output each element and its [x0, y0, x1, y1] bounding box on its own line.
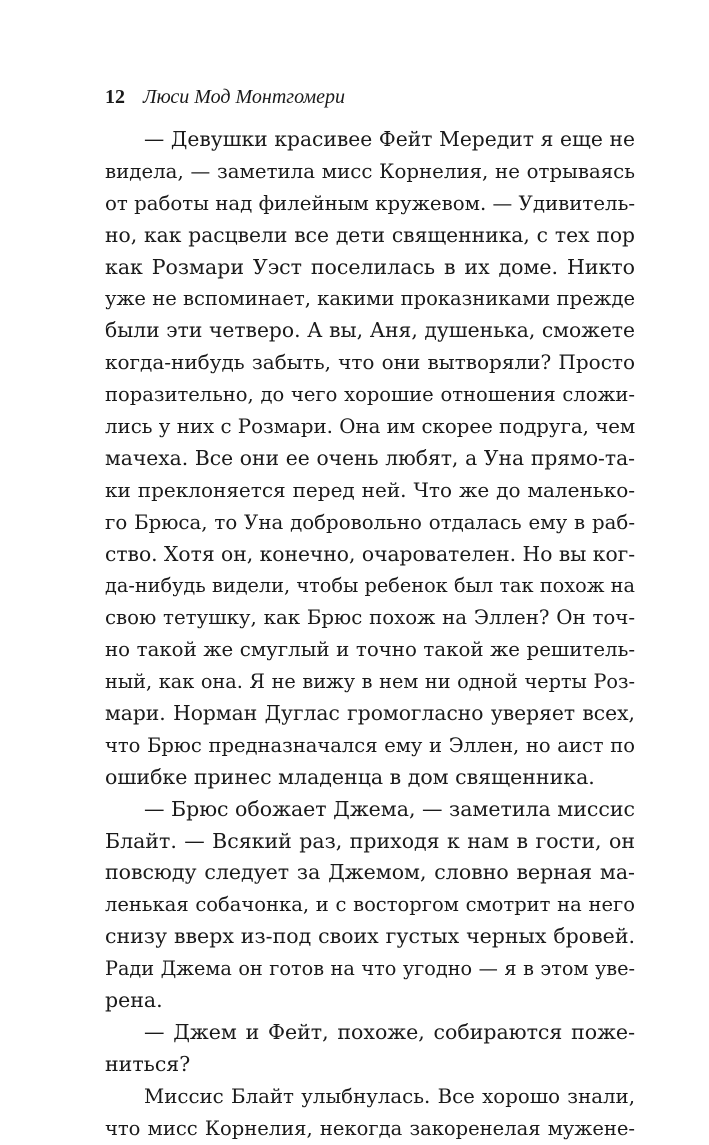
- text-line: лись у них с Розмари. Она им скорее подруга, чем: [105, 415, 636, 439]
- text-line: — Джем и Фейт, похоже, собираются поже-: [144, 1019, 635, 1044]
- text-line: ки преклоняется перед ней. Что же до маленько-: [105, 477, 635, 502]
- text-line: мачеха. Все они ее очень любят, а Уна прямо-та-: [105, 445, 635, 470]
- body-text: [105, 124, 635, 1145]
- page-header: [105, 86, 345, 114]
- text-line: Ради Джема он готов на что угодно — я в этом уве-: [105, 957, 635, 981]
- text-line: — Брюс обожает Джема, — заметила миссис: [144, 796, 635, 821]
- text-line: го Брюса, то Уна добровольно отдалась ему в раб-: [105, 510, 635, 534]
- text-line: да-нибудь видели, чтобы ребенок был так похож на: [105, 574, 635, 598]
- text-line: ный, как она. Я не вижу в нем ни одной черты Роз-: [105, 670, 635, 694]
- text-line: рена.: [105, 988, 163, 1013]
- text-line: Блайт. — Всякий раз, приходя к нам в гости, он: [105, 828, 635, 853]
- text-line: снизу вверх из-под своих густых черных бровей.: [105, 924, 635, 949]
- text-line: ленькая собачонка, и с восторгом смотрит на него: [105, 893, 635, 917]
- text-line: — Девушки красивее Фейт Мередит я еще не: [144, 127, 635, 151]
- text-line: видела, — заметила мисс Корнелия, не отрываясь: [105, 159, 635, 183]
- text-line: ниться?: [105, 1051, 191, 1076]
- text-line: когда-нибудь забыть, что они вытворяли? Просто: [105, 350, 635, 375]
- text-line: что мисс Корнелия, некогда закоренелая мужене-: [105, 1116, 635, 1140]
- text-line: Миссис Блайт улыбнулась. Все хорошо знали,: [144, 1084, 635, 1108]
- text-line: от работы над филейным кружевом. — Удивитель-: [105, 191, 636, 215]
- text-line: поразительно, до чего хорошие отношения сложи-: [105, 383, 635, 407]
- text-line: но такой же смуглый и точно такой же решитель-: [105, 638, 635, 662]
- page-number: 12: [105, 86, 125, 108]
- text-line: уже не вспоминает, какими проказниками прежде: [105, 287, 635, 311]
- text-line: ошибке принес младенца в дом священника.: [105, 764, 595, 789]
- running-head: Люси Мод Монтгомери: [143, 86, 345, 108]
- text-line: свою тетушку, как Брюс похож на Эллен? Он точ-: [105, 606, 635, 630]
- text-line: как Розмари Уэст поселилась в их доме. Никто: [105, 254, 635, 279]
- text-line: мари. Норман Дуглас громогласно уверяет всех,: [105, 701, 635, 726]
- text-line: но, как расцвели все дети священника, с тех пор: [105, 222, 635, 247]
- text-line: повсюду следует за Джемом, словно верная ма-: [105, 860, 635, 885]
- text-line: были эти четверо. А вы, Аня, душенька, сможете: [105, 318, 635, 343]
- text-line: что Брюс предназначался ему и Эллен, но аист по: [105, 733, 635, 757]
- text-line: ство. Хотя он, конечно, очарователен. Но вы ког-: [105, 541, 636, 566]
